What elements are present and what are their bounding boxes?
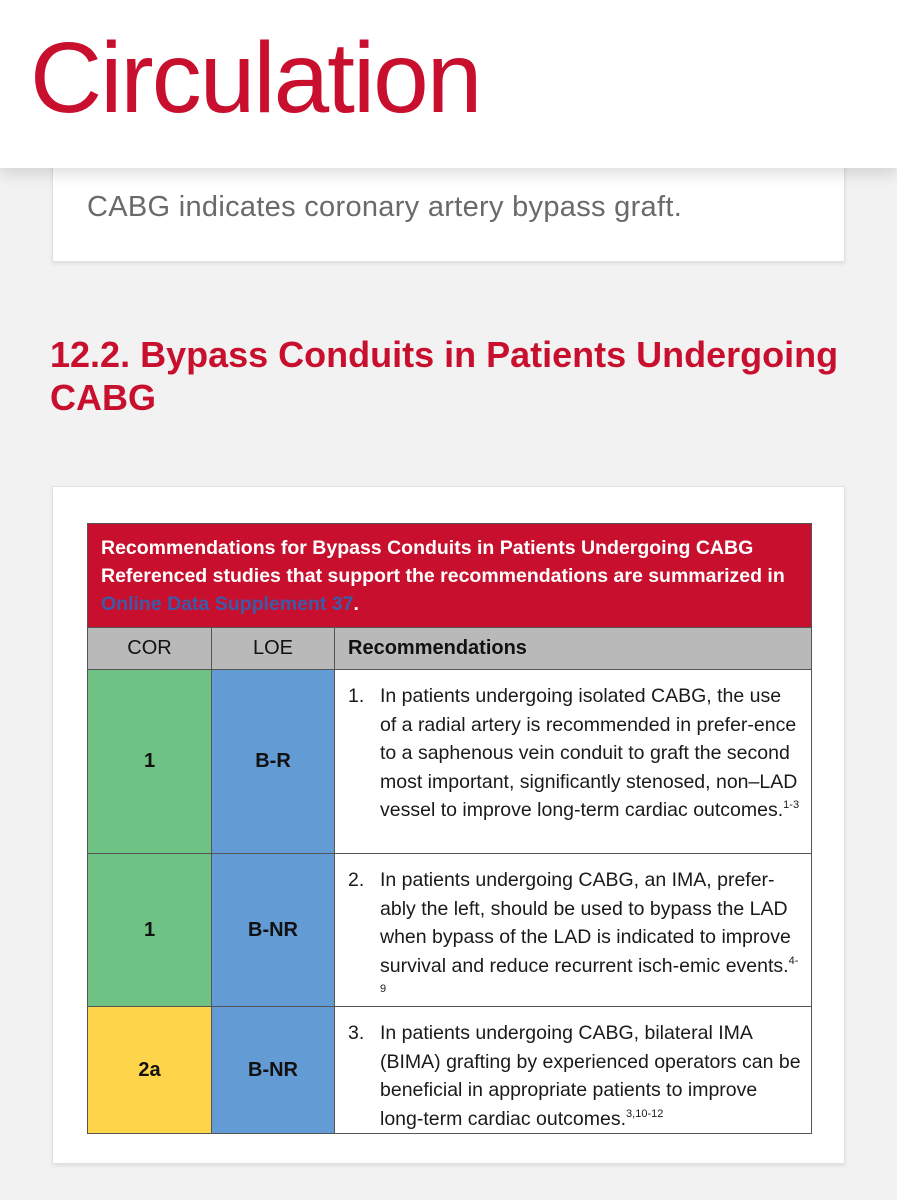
reference-superscript[interactable]: 4-9 (380, 954, 799, 995)
table-row (88, 1007, 811, 1133)
cor-cell: 1 (88, 854, 212, 1006)
footnote-caption: CABG indicates coronary artery bypass graft. (87, 191, 683, 223)
loe-cell: B-R (212, 670, 335, 853)
reference-superscript[interactable]: 1-3 (783, 799, 800, 811)
recommendations-card (52, 486, 845, 1164)
column-header-loe: LOE (212, 628, 335, 669)
recommendation-text: In patients undergoing CABG, bilateral IMA (BIMA) grafting by experienced operators can be beneficial in appropriate patients to improve long-term cardiac outcomes.$^{3,10-12}$ (380, 1022, 801, 1130)
recommendation-number: 3. (348, 1022, 365, 1044)
table-heading-title: Recommendations for Bypass Conduits in Patients Undergoing CABG (101, 537, 754, 559)
recommendation-text: In patients undergoing isolated CABG, the use of a radial artery is recommended in prefer-ence to a saphenous vein conduit to graft the second most important, significantly stenosed, non–LAD vessel to improve long-term cardiac outcomes.$^{1-3}$ (380, 685, 800, 821)
journal-logo[interactable]: Circulation (30, 22, 481, 134)
cor-cell: 1 (88, 670, 212, 853)
recommendation-text: In patients undergoing CABG, an IMA, prefer-ably the left, should be used to bypass the LAD when bypass of the LAD is indicated to improve survival and reduce recurrent isch-emic events.$^{4-9}$ (380, 869, 799, 995)
recommendation-number: 1. (348, 685, 365, 707)
column-header-recommendations: Recommendations (348, 637, 527, 659)
reference-superscript[interactable]: 3,10-12 (626, 1107, 664, 1120)
table-row (88, 670, 811, 854)
table-heading-note: Referenced studies that support the recommendations are summarized in Online Data Supplement 37. (101, 565, 785, 615)
section-title: 12.2. Bypass Conduits in Patients Undergoing CABG (50, 334, 839, 418)
recommendations-table (87, 523, 812, 1134)
recommendation-cell (335, 670, 811, 853)
column-header-row (88, 628, 811, 670)
table-row (88, 854, 811, 1007)
journal-header (0, 0, 897, 168)
cor-cell: 2a (88, 1007, 212, 1133)
recommendation-cell (335, 854, 811, 1006)
loe-cell: B-NR (212, 854, 335, 1006)
loe-cell: B-NR (212, 1007, 335, 1133)
table-heading (88, 524, 811, 628)
column-header-cor: COR (88, 628, 212, 669)
recommendation-number: 2. (348, 869, 365, 891)
online-data-supplement-link[interactable]: Online Data Supplement 37 (101, 593, 354, 615)
recommendation-cell (335, 1007, 811, 1133)
